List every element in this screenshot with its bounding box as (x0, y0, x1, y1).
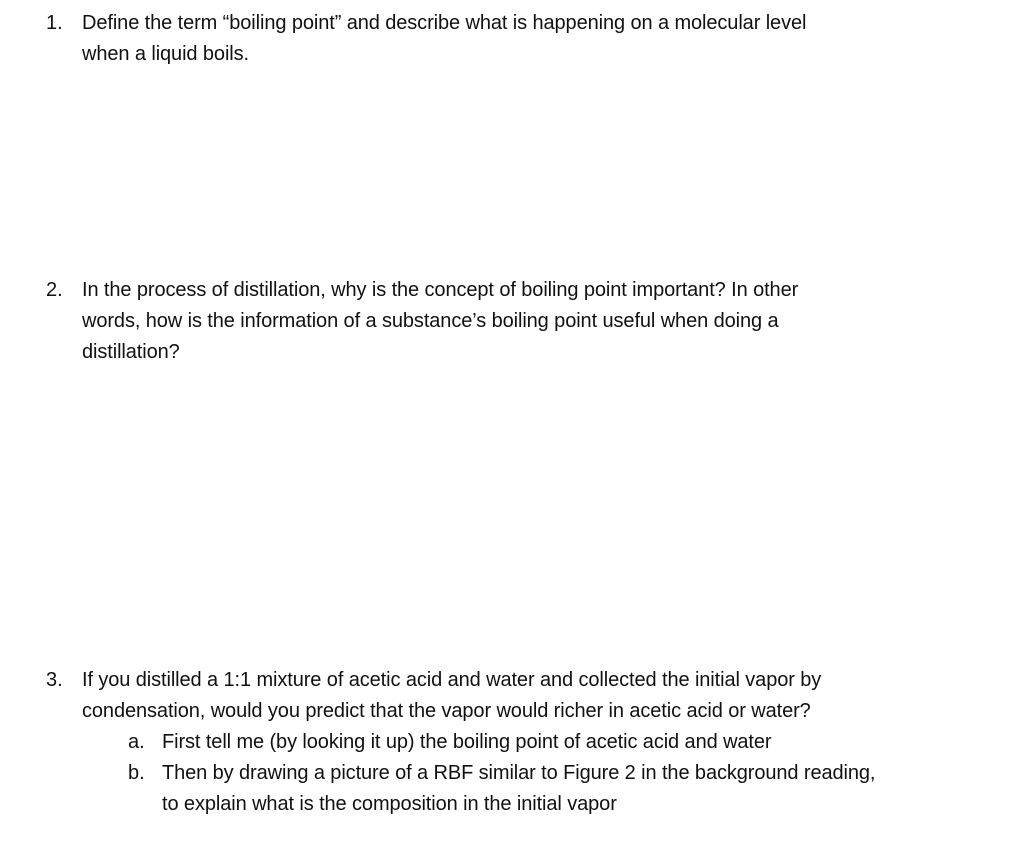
question-1-line-1: Define the term “boiling point” and describe what is happening on a molecular level (82, 12, 807, 34)
question-2-line-3: distillation? (82, 341, 180, 363)
subitem-a-line-1: First tell me (by looking it up) the boiling point of acetic acid and water (162, 731, 772, 753)
subitem-a-letter: a. (128, 731, 145, 753)
question-1-number: 1. (46, 12, 63, 34)
question-1-line-2: when a liquid boils. (82, 43, 249, 65)
question-3-line-1: If you distilled a 1:1 mixture of acetic acid and water and collected the initial vapor by (82, 669, 822, 691)
subitem-b-line-1: Then by drawing a picture of a RBF similar to Figure 2 in the background reading, (162, 762, 876, 784)
subitem-b-line-2: to explain what is the composition in the initial vapor (162, 793, 617, 815)
subitem-b-letter: b. (128, 762, 145, 784)
question-3-line-2: condensation, would you predict that the vapor would richer in acetic acid or water? (82, 700, 811, 722)
question-3-number: 3. (46, 669, 63, 691)
question-2-line-1: In the process of distillation, why is the concept of boiling point important? In other (82, 279, 799, 301)
question-2-number: 2. (46, 279, 63, 301)
question-2-line-2: words, how is the information of a substance’s boiling point useful when doing a (82, 310, 779, 332)
